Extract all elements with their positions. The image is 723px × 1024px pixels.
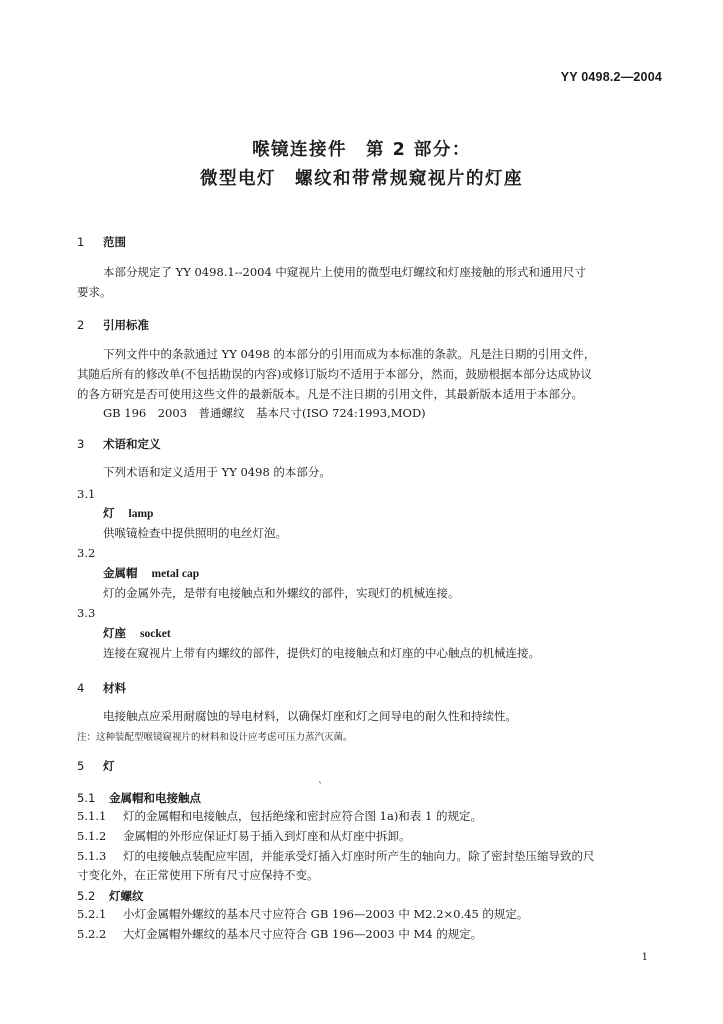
section-2-paragraph-line-2: 其随后所有的修改单(不包括勘误的内容)或修订版均不适用于本部分，然而，鼓励根据本部分达成协议	[77, 367, 592, 381]
section-4-heading	[77, 680, 126, 696]
clause-5-1-3-number: 5.1.3	[77, 849, 107, 863]
clause-5-1-1-text: 灯的金属帽和电接触点，包括绝缘和密封应符合图 1a)和表 1 的规定。	[123, 809, 482, 823]
section-5-1-heading	[77, 790, 201, 806]
term-3-3-zh: 灯座	[103, 626, 126, 640]
clause-5-2-2	[77, 924, 482, 944]
term-3-1-number: 3.1	[77, 487, 96, 501]
term-3-2-en: metal cap	[151, 568, 200, 580]
clause-5-1-1	[77, 806, 482, 826]
section-2-paragraph-line-3: 的各方研究是否可使用这些文件的最新版本。凡是不注日期的引用文件，其最新版本适用于本部分。	[77, 387, 583, 401]
term-3-2-zh: 金属帽	[103, 566, 138, 580]
section-5-2-title: 灯螺纹	[109, 889, 144, 903]
section-5-2-heading	[77, 888, 144, 904]
section-5-number: 5	[77, 759, 85, 773]
term-3-1-en: lamp	[128, 508, 154, 520]
stray-mark: `	[318, 782, 323, 793]
section-5-1-title: 金属帽和电接触点	[109, 791, 201, 805]
title-line-1: 喉镜连接件 第 2 部分：	[252, 140, 471, 160]
normative-reference: GB 196 2003 普通螺纹 基本尺寸(ISO 724:1993,MOD)	[103, 406, 426, 420]
section-3-title: 术语和定义	[103, 437, 161, 451]
term-3-3-en: socket	[140, 628, 171, 640]
section-2-title: 引用标准	[103, 318, 149, 332]
section-2-number: 2	[77, 318, 85, 332]
section-4-paragraph: 电接触点应采用耐腐蚀的导电材料，以确保灯座和灯之间导电的耐久性和持续性。	[103, 709, 517, 723]
section-1-paragraph-line-2: 要求。	[77, 285, 112, 299]
clause-5-2-1	[77, 904, 528, 924]
section-5-title: 灯	[103, 759, 115, 773]
term-3-2-heading	[103, 563, 199, 584]
section-3-number: 3	[77, 437, 85, 451]
section-2-heading	[77, 317, 149, 333]
clause-5-2-1-number: 5.2.1	[77, 907, 107, 921]
clause-5-1-2-number: 5.1.2	[77, 829, 107, 843]
section-5-heading	[77, 758, 115, 774]
clause-5-1-2	[77, 826, 411, 846]
standard-code: YY 0498.2—2004	[560, 70, 662, 84]
section-5-2-number: 5.2	[77, 889, 96, 903]
section-1-title: 范围	[103, 235, 126, 249]
clause-5-1-3-text-1: 灯的电接触点装配应牢固，并能承受灯插入灯座时所产生的轴向力。除了密封垫压缩导致的尺	[123, 849, 595, 863]
section-3-intro: 下列术语和定义适用于 YY 0498 的本部分。	[103, 465, 331, 479]
section-3-heading	[77, 436, 161, 452]
term-3-3-number: 3.3	[77, 606, 96, 620]
term-3-1-definition: 供喉镜检查中提供照明的电丝灯泡。	[103, 526, 287, 540]
section-1-number: 1	[77, 235, 85, 249]
clause-5-2-1-text: 小灯金属帽外螺纹的基本尺寸应符合 GB 196—2003 中 M2.2×0.45 的规定。	[123, 907, 529, 921]
clause-5-2-2-text: 大灯金属帽外螺纹的基本尺寸应符合 GB 196—2003 中 M4 的规定。	[123, 927, 483, 941]
section-4-note: 注：这种装配型喉镜窥视片的材料和设计应考虑可压力蒸汽灭菌。	[77, 732, 353, 743]
term-3-1-heading	[103, 503, 153, 524]
term-3-3-heading	[103, 623, 171, 644]
term-3-1-zh: 灯	[103, 506, 115, 520]
page-number: 1	[641, 952, 648, 963]
clause-5-2-2-number: 5.2.2	[77, 927, 107, 941]
clause-5-1-3-text-2: 寸变化外，在正常使用下所有尺寸应保持不变。	[77, 868, 319, 882]
section-4-title: 材料	[103, 681, 126, 695]
section-1-paragraph-line-1: 本部分规定了 YY 0498.1--2004 中窥视片上使用的微型电灯螺纹和灯座接触的形式和通用尺寸	[103, 265, 586, 279]
section-1-heading	[77, 234, 126, 250]
term-3-3-definition: 连接在窥视片上带有内螺纹的部件，提供灯的电接触点和灯座的中心触点的机械连接。	[103, 646, 540, 660]
section-4-number: 4	[77, 681, 85, 695]
clause-5-1-1-number: 5.1.1	[77, 809, 107, 823]
term-3-2-number: 3.2	[77, 546, 96, 560]
clause-5-1-3	[77, 846, 595, 866]
section-2-paragraph-line-1: 下列文件中的条款通过 YY 0498 的本部分的引用而成为本标准的条款。凡是注日期的引用文件，	[103, 347, 596, 361]
section-5-1-number: 5.1	[77, 791, 96, 805]
clause-5-1-2-text: 金属帽的外形应保证灯易于插入到灯座和从灯座中拆卸。	[123, 829, 411, 843]
title-line-2: 微型电灯 螺纹和带常规窥视片的灯座	[200, 169, 523, 189]
term-3-2-definition: 灯的金属外壳，是带有电接触点和外螺纹的部件，实现灯的机械连接。	[103, 586, 460, 600]
